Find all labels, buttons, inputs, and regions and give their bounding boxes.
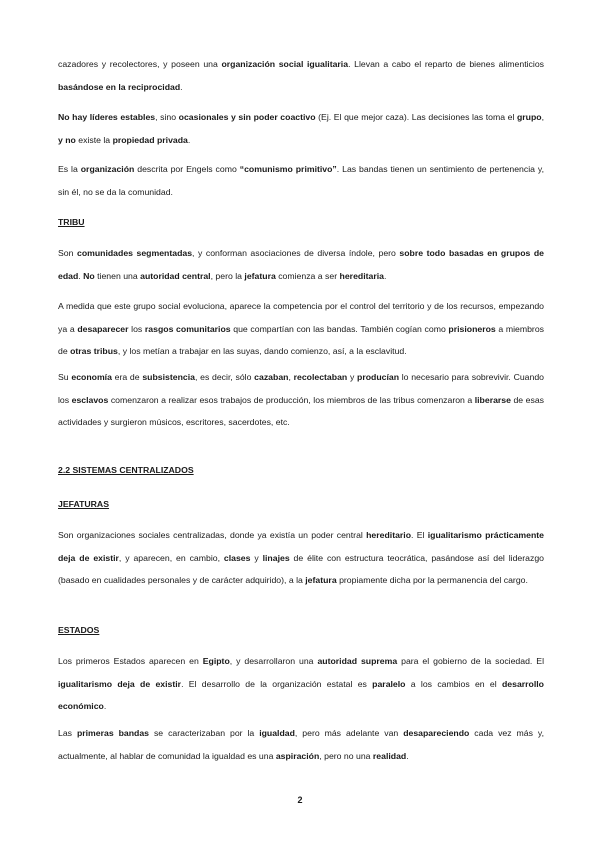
paragraph-tribu-evolucion: A medida que este grupo social evoluciona, aparece la competencia por el control del territorio y de los recursos, empezando ya a desaparecer los rasgos comunitarios que compartían con las bandas. También cogían como prisioneros a miembros de otras tribus, y los metían a trabajar en las suyas, dando comienzo, así, a la esclavitud. xyxy=(58,301,544,356)
heading-tribu: TRIBU xyxy=(58,217,85,227)
paragraph-bandas-organizacion: cazadores y recolectores, y poseen una organización social igualitaria. Llevan a cabo el reparto de bienes alimenticios basándose en la reciprocidad. xyxy=(58,59,544,92)
page-number: 2 xyxy=(297,795,303,805)
heading-estados: ESTADOS xyxy=(58,625,100,635)
paragraph-lideres: No hay líderes estables, sino ocasionales y sin poder coactivo (Ej. El que mejor caza). Las decisiones las toma el grupo, y no existe la propiedad privada. xyxy=(58,112,545,145)
paragraph-jefaturas: Son organizaciones sociales centralizadas, donde ya existía un poder central hereditario. El igualitarismo prácticamente deja de existir, y aparecen, en cambio, clases y linajes de élite con estructura teocrática, pasándose así del liderazgo (basado en cualidades personales y de carácter adquirido), a la jefatura propiamente dicha por la permanencia del cargo. xyxy=(58,530,545,585)
paragraph-comunismo-primitivo: Es la organización descrita por Engels como “comunismo primitivo”. Las bandas tienen un sentimiento de pertenencia y, sin él, no se da la comunidad. xyxy=(58,164,544,197)
paragraph-igualdad: Las primeras bandas se caracterizaban por la igualdad, pero más adelante van desapareciendo cada vez más y, actualmente, al hablar de comunidad la igualdad es una aspiración, pero no una realidad. xyxy=(58,728,544,761)
paragraph-tribu-comunidades: Son comunidades segmentadas, y conforman asociaciones de diversa índole, pero sobre todo basadas en grupos de edad. No tienen una autoridad central, pero la jefatura comienza a ser hereditaria. xyxy=(58,248,544,281)
heading-sistemas-centralizados: 2.2 SISTEMAS CENTRALIZADOS xyxy=(58,465,194,475)
paragraph-tribu-economia: Su economía era de subsistencia, es decir, sólo cazaban, recolectaban y producían lo necesario para sobrevivir. Cuando los esclavos comenzaron a realizar esos trabajos de producción, los miembros de las tribus comenzaron a liberarse de esas actividades y surgieron músicos, escritores, sacerdotes, etc. xyxy=(58,372,544,427)
paragraph-estados: Los primeros Estados aparecen en Egipto, y desarrollaron una autoridad suprema para el gobierno de la sociedad. El igualitarismo deja de existir. El desarrollo de la organización estatal es paralelo a los cambios en el desarrollo económico. xyxy=(58,656,544,711)
heading-jefaturas: JEFATURAS xyxy=(58,499,110,509)
